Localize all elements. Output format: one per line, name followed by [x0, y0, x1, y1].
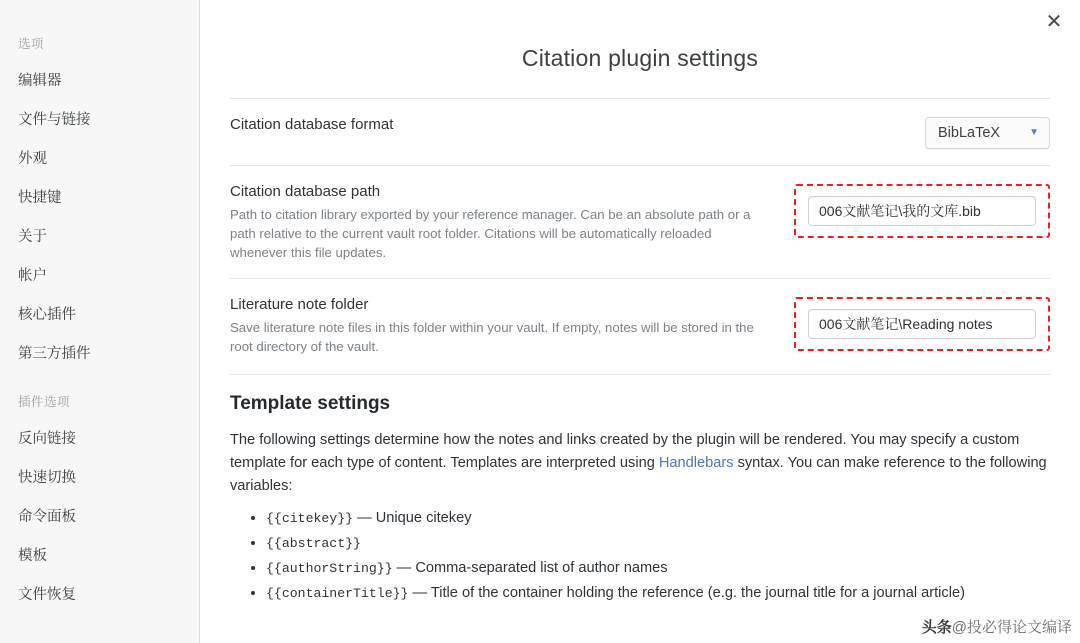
variable-code: {{containerTitle}}: [266, 586, 409, 601]
watermark: [922, 616, 1072, 637]
sidebar-group-title-plugin-options: 插件选项: [18, 395, 71, 409]
chevron-down-icon: ▼: [1029, 127, 1039, 138]
sidebar-item-label: 核心插件: [18, 307, 76, 323]
close-icon[interactable]: ✕: [1045, 11, 1063, 33]
watermark-text: @投必得论文编译: [951, 619, 1072, 636]
sidebar-item-backlinks[interactable]: [0, 418, 199, 457]
sidebar-item-label: 模板: [18, 548, 47, 564]
setting-control: [794, 295, 1050, 351]
variable-code: {{citekey}}: [266, 511, 354, 526]
sidebar-item-label: 外观: [18, 151, 47, 167]
sidebar-item-label: 编辑器: [18, 73, 62, 89]
sidebar-item-editor[interactable]: [0, 60, 199, 99]
highlight-annotation-box: [794, 184, 1050, 238]
sidebar-item-label: 文件与链接: [18, 112, 91, 128]
sidebar-group-title-options: 选项: [18, 37, 45, 51]
setting-row-citation-database-format: [230, 98, 1050, 165]
dropdown-value: BibLaTeX: [938, 125, 1001, 141]
literature-note-folder-input[interactable]: [808, 309, 1036, 339]
citation-database-format-dropdown[interactable]: [925, 117, 1050, 149]
variable-desc: — Title of the container holding the reference (e.g. the journal title for a journal article): [408, 585, 965, 601]
sidebar-item-quick-switcher[interactable]: [0, 457, 199, 496]
sidebar-item-label: 反向链接: [18, 431, 76, 447]
setting-name: Literature note folder: [230, 296, 369, 313]
variable-desc: — Unique citekey: [353, 510, 472, 526]
sidebar-item-label: 关于: [18, 229, 47, 245]
setting-info: [230, 295, 770, 356]
setting-info: [230, 115, 393, 135]
list-item: [266, 581, 1050, 606]
list-item: [266, 556, 1050, 581]
setting-info: [230, 182, 770, 262]
template-settings-paragraph: [230, 429, 1050, 498]
variable-code: {{abstract}}: [266, 536, 361, 551]
paragraph-part-2: syntax. You can make reference to the following variables:: [230, 455, 1047, 494]
template-settings-section: [230, 374, 1050, 606]
page-title: Citation plugin settings: [521, 45, 759, 71]
sidebar-item-label: 快捷键: [18, 190, 62, 206]
watermark-prefix: 头条: [921, 619, 952, 636]
sidebar-item-appearance[interactable]: [0, 138, 199, 177]
settings-content: [200, 0, 1080, 643]
citation-database-path-input[interactable]: [808, 196, 1036, 226]
settings-list: [200, 98, 1080, 606]
highlight-annotation-box: [794, 297, 1050, 351]
setting-description: Save literature note files in this folder within your vault. If empty, notes will be stored in the root directory of the vault.: [230, 320, 754, 354]
sidebar-item-templates[interactable]: [0, 535, 199, 574]
sidebar-item-command-palette[interactable]: [0, 496, 199, 535]
settings-sidebar: [0, 0, 200, 643]
setting-row-citation-database-path: [230, 165, 1050, 278]
setting-name: Citation database path: [230, 183, 381, 200]
sidebar-spacer: [0, 372, 199, 386]
list-item: [266, 531, 1050, 556]
sidebar-item-community-plugins[interactable]: [0, 333, 199, 372]
variable-code: {{authorString}}: [266, 561, 393, 576]
variable-desc: — Comma-separated list of author names: [392, 560, 668, 576]
setting-name: Citation database format: [230, 116, 394, 133]
sidebar-item-label: 快速切换: [18, 470, 76, 486]
template-variable-list: [230, 506, 1050, 606]
sidebar-item-label: 第三方插件: [18, 346, 91, 362]
sidebar-item-file-recovery[interactable]: [0, 574, 199, 613]
setting-row-literature-note-folder: [230, 278, 1050, 372]
setting-control: [925, 115, 1050, 149]
paragraph-part-1: The following settings determine how the notes and links created by the plugin will be rendered. You may specify a custom template for each type of content. Templates are interpreted using: [230, 432, 1020, 471]
sidebar-item-about[interactable]: [0, 216, 199, 255]
sidebar-item-core-plugins[interactable]: [0, 294, 199, 333]
sidebar-item-files-links[interactable]: [0, 99, 199, 138]
sidebar-item-hotkeys[interactable]: [0, 177, 199, 216]
setting-description: Path to citation library exported by your reference manager. Can be an absolute path or a path relative to the current vault root folder. Citations will be automatically reloaded whenever this file updates.: [230, 207, 751, 260]
sidebar-item-label: 命令面板: [18, 509, 76, 525]
sidebar-item-label: 帐户: [18, 268, 47, 284]
section-title: Template settings: [230, 393, 391, 414]
sidebar-item-account[interactable]: [0, 255, 199, 294]
list-item: [266, 506, 1050, 531]
sidebar-item-label: 文件恢复: [18, 587, 76, 603]
handlebars-link[interactable]: Handlebars: [658, 455, 734, 471]
setting-control: [794, 182, 1050, 238]
